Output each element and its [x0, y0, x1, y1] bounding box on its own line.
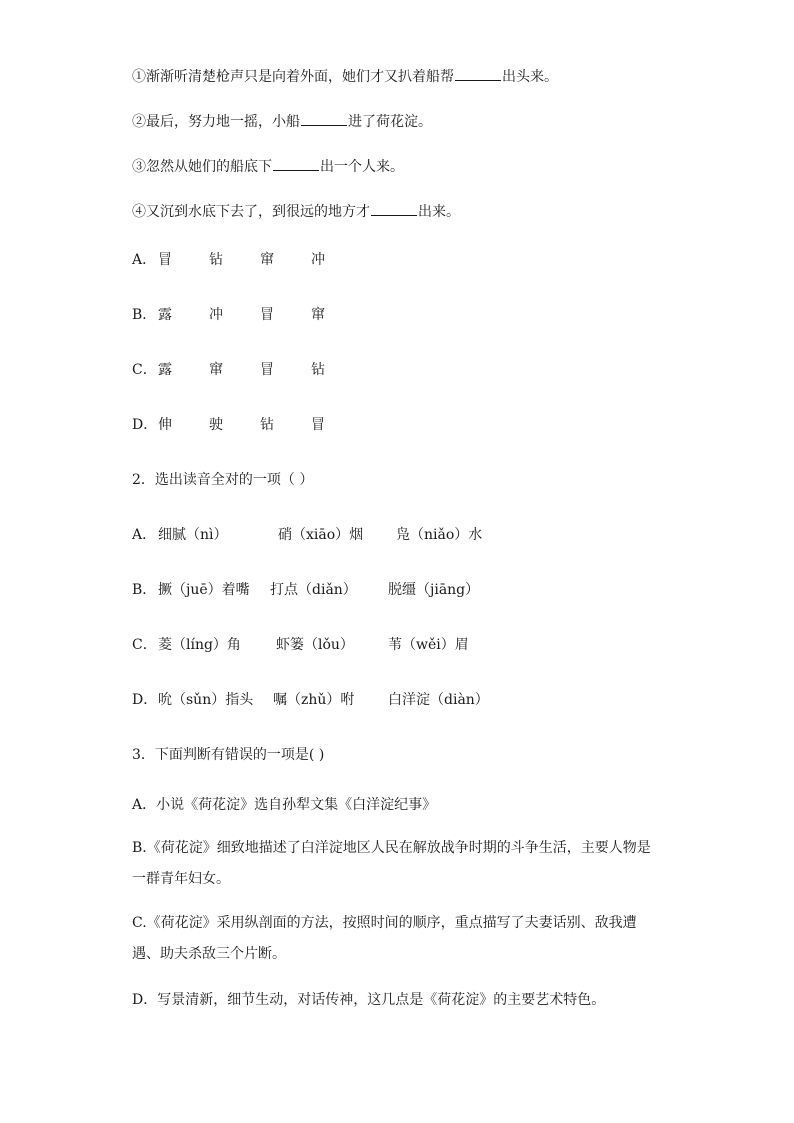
option-word: 露	[158, 307, 172, 323]
option-word: 露	[158, 362, 172, 378]
option-word: 驶	[209, 417, 223, 433]
blank-3	[273, 156, 319, 171]
sentence-1	[132, 66, 558, 87]
q1-option-a	[132, 250, 325, 270]
option-item: 虾篓（lǒu）	[276, 637, 354, 653]
q2-option-d	[132, 690, 489, 710]
option-label: D．	[132, 692, 158, 708]
q3-option-c: C.《荷花淀》采用纵剖面的方法，按照时间的顺序，重点描写了夫妻话别、敌我遭遇、助夫杀敌三个片断。	[132, 915, 637, 962]
q2-option-b	[132, 580, 479, 600]
option-item: 苇（wěi）眉	[388, 637, 469, 653]
option-item: 打点（diǎn）	[270, 582, 357, 598]
option-item: 撅（juē）着嘴	[158, 582, 250, 598]
option-word: 冲	[311, 252, 325, 268]
q2-option-c	[132, 635, 469, 655]
q3-stem: 3．下面判断有错误的一项是( )	[132, 747, 325, 763]
option-label: D．	[132, 417, 158, 433]
option-word: 冒	[260, 307, 274, 323]
option-word: 冒	[158, 252, 172, 268]
option-word: 钻	[260, 417, 274, 433]
blank-2	[301, 111, 347, 126]
sentence-4-after: 出来。	[418, 204, 460, 220]
sentence-1-before: ①渐渐听清楚枪声只是向着外面，她们才又扒着船帮	[132, 69, 454, 85]
q2-stem: 2．选出读音全对的一项（ ）	[132, 472, 314, 488]
option-label: A．	[132, 527, 157, 543]
sentence-3-after: 出一个人来。	[320, 159, 404, 175]
option-item: 凫（niǎo）水	[396, 527, 483, 543]
sentence-4-before: ④又沉到水底下去了，到很远的地方才	[132, 204, 370, 220]
blank-4	[371, 201, 417, 216]
sentence-3	[132, 156, 404, 177]
sentence-4	[132, 201, 460, 222]
option-word: 钻	[311, 362, 325, 378]
option-word: 窜	[209, 362, 223, 378]
option-word: 窜	[311, 307, 325, 323]
option-label: C．	[132, 362, 157, 378]
option-word: 窜	[260, 252, 274, 268]
q1-option-b	[132, 305, 325, 325]
option-word: 冲	[209, 307, 223, 323]
sentence-2-after: 进了荷花淀。	[348, 114, 432, 130]
sentence-3-before: ③忽然从她们的船底下	[132, 159, 272, 175]
option-label: C．	[132, 637, 157, 653]
option-label: B．	[132, 582, 157, 598]
option-item: 细腻（nì）	[158, 527, 228, 543]
q2-option-a	[132, 525, 482, 545]
blank-1	[455, 66, 501, 81]
q3-option-a: A．小说《荷花淀》选自孙犁文集《白洋淀纪事》	[132, 797, 437, 813]
option-label: A．	[132, 252, 157, 268]
option-label: B．	[132, 307, 157, 323]
option-word: 冒	[260, 362, 274, 378]
option-item: 菱（líng）角	[158, 637, 241, 653]
option-item: 硝（xiāo）烟	[278, 527, 364, 543]
option-item: 白洋淀（diàn）	[388, 692, 489, 708]
q3-option-b: B.《荷花淀》细致地描述了白洋淀地区人民在解放战争时期的斗争生活，主要人物是一群青年妇女。	[132, 840, 651, 887]
option-item: 脱缰（jiāng）	[388, 582, 480, 598]
option-word: 冒	[311, 417, 325, 433]
sentence-1-after: 出头来。	[502, 69, 558, 85]
option-word: 伸	[158, 417, 172, 433]
sentence-2-before: ②最后，努力地一摇，小船	[132, 114, 300, 130]
option-item: 吮（sǔn）指头	[158, 692, 254, 708]
option-item: 嘱（zhǔ）咐	[273, 692, 355, 708]
option-word: 钻	[209, 252, 223, 268]
q1-option-c	[132, 360, 325, 380]
q1-option-d	[132, 415, 325, 435]
sentence-2	[132, 111, 432, 132]
q3-option-d: D．写景清新，细节生动，对话传神，这几点是《荷花淀》的主要艺术特色。	[132, 992, 606, 1008]
